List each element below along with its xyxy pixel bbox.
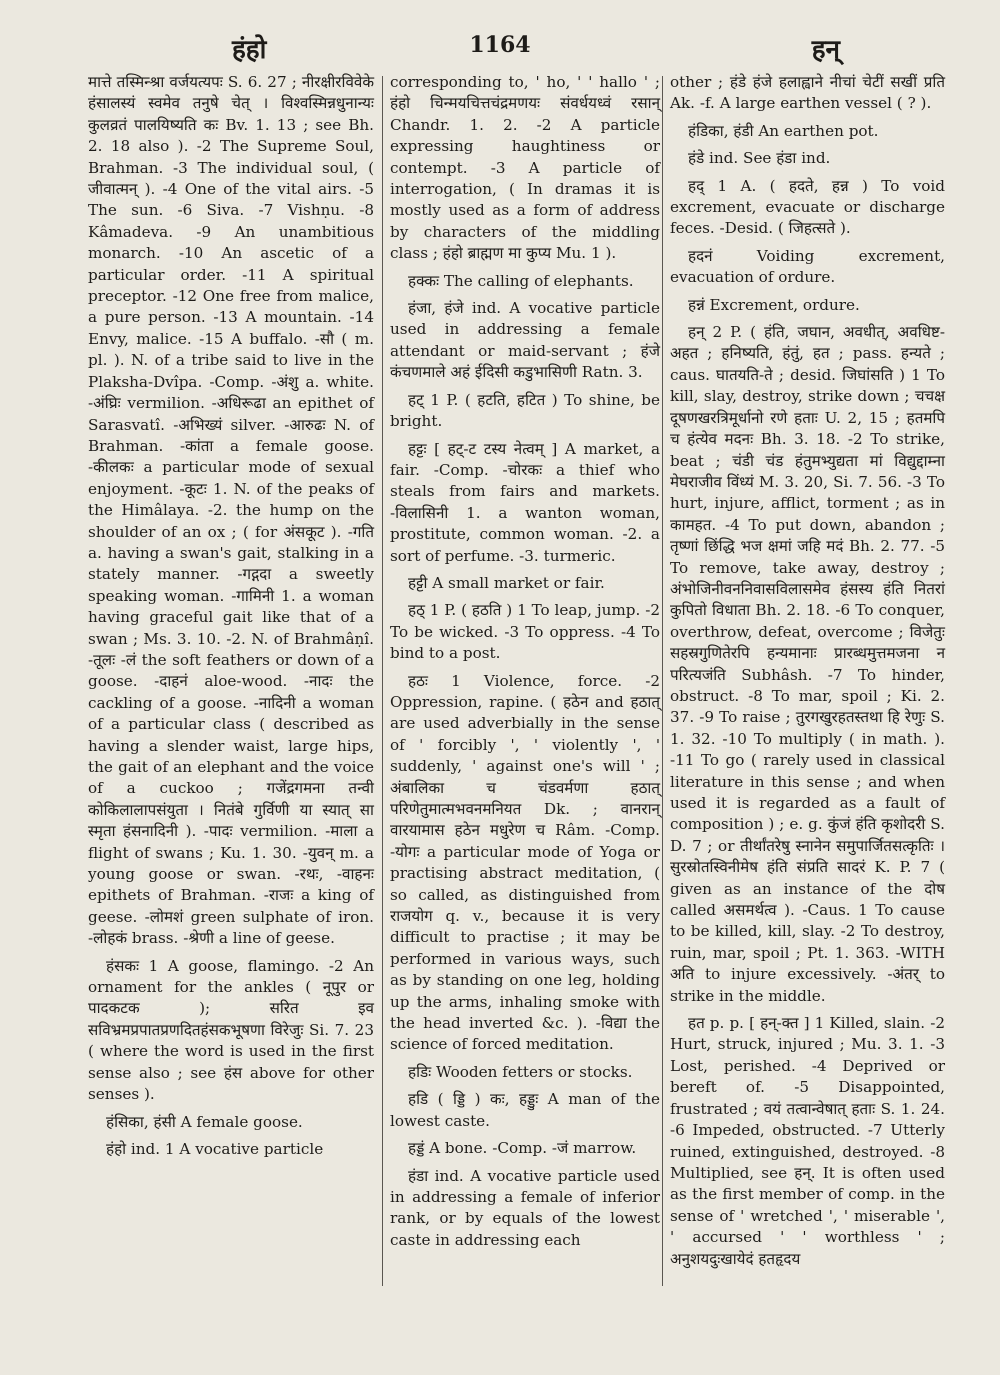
entry-paragraph: हंहो ind. 1 A vocative particle <box>106 1139 324 1158</box>
entry-paragraph: हद् 1 A. ( हदते, हन्न ) To void excrement, evacuate or discharge feces. -Desid. ( जिहत्सते ). <box>670 176 945 238</box>
entry-paragraph: other ; हंडे हंजे हलाह्वाने नीचां चेटीं सखीं प्रति Ak. -f. A large earthen vessel ( ? ). <box>670 73 945 113</box>
entry-paragraph: corresponding to, ' ho, ' ' hallo ' ; हंहो चिन्मयचित्तचंद्रमणयः संवर्धयध्वं रसान् Chandr. 1. 2. -2 A particle expressing haughtiness or contempt. -3 A particle of interrogation, ( In dramas it is mostly used as a form of address by characters of the middling class ; हंहो ब्राह्मण मा कुप्य Mu. 1 ). <box>390 73 660 263</box>
right-guide-word: हन् <box>811 35 840 65</box>
entry-paragraph: हन्नं Excrement, ordure. <box>688 295 860 314</box>
entry-paragraph: हड्डं A bone. -Comp. -जं marrow. <box>408 1139 637 1158</box>
column-1 <box>88 72 374 1166</box>
column-2 <box>390 72 660 1257</box>
column-3 <box>670 72 945 1276</box>
entry-paragraph: हत p. p. [ हन्-क्त ] 1 Killed, slain. -2 Hurt, struck, injured ; Mu. 3. 1. -3 Lost, perished. -4 Deprived or bereft of. -5 Disappointed, frustrated ; वयं तत्वान्वेषात् हताः S. 1. 24. -6 Impeded, obstructed. -7 Utterly ruined, extinguished, destroyed. -8 Multiplied, see हन्. It is often used as the first member of comp. in the sense of ' wretched ', ' miserable ', ' accursed ' ' worthless ' ; अनुशयदुःखायेदं हतहृदय <box>670 1014 945 1268</box>
entry-paragraph: हंसिका, हंसी A female goose. <box>106 1112 303 1131</box>
entry-paragraph: हंडा ind. A vocative particle used in addressing a female of inferior rank, or by equals of the lowest caste in addressing each <box>390 1166 660 1249</box>
entry-paragraph: हंजा, हंजे ind. A vocative particle used in addressing a female attendant or maid-servant ; हंजे कंचणमाले अहं ईदिसी कडुभासिणी Ratn. 3. <box>390 299 660 382</box>
entry-paragraph: हंसकः 1 A goose, flamingo. -2 An ornament for the ankles ( नूपुर or पादकटक ); सरित इव सविभ्रमप्रपातप्रणदितहंसकभूषणा विरेजुः Si. 7. 23 ( where the word is used in the first sense also ; see हंस above for other senses ). <box>88 956 374 1104</box>
entry-paragraph: हठः 1 Violence, force. -2 Oppression, rapine. ( हठेन and हठात् are used adverbially in the sense of ' forcibly ', ' violently ', ' suddenly, ' against one's will ' ; अंबालिका च चंडवर्मणा हठात् परिणेतुमात्मभवनमनियत Dk. ; वानरान् वारयामास हठेन मधुरेण च Râm. -Comp. -योगः a particular mode of Yoga or practising abstract meditation, ( so called, as distinguished from राजयोग q. v., because it is very difficult to practise ; it may be performed in various ways, such as by standing on one leg, holding up the arms, inhaling smoke with the head inverted &c. ). -विद्या the science of forced meditation. <box>390 671 660 1054</box>
entry-paragraph: हडिः Wooden fetters or stocks. <box>408 1062 633 1081</box>
entry-paragraph: हन् 2 P. ( हंति, जघान, अवधीत्, अवधिष्ट-अहत ; हनिष्यति, हंतुं, हत ; pass. हन्यते ; caus. घातयति-ते ; desid. जिघांसति ) 1 To kill, slay, destroy, strike down ; चचक्ष दूषणखरत्रिमूर्धानो रणे हताः U. 2, 15 ; हतमपि च हंत्येव मदनः Bh. 3. 18. -2 To strike, beat ; चंडी चंड हंतुमभ्युद्यता मां विद्युद्दाम्ना मेघराजीव विंध्यं M. 3. 20, Si. 7. 56. -3 To hurt, injure, afflict, torment ; as in कामहत. -4 To put down, abandon ; तृष्णां छिंद्धि भज क्षमां जहि मदं Bh. 2. 77. -5 To remove, take away, destroy ; अंभोजिनीवननिवासविलासमेव हंसस्य हंति नितरां कुपितो विधाता Bh. 2. 18. -6 To conquer, overthrow, defeat, overcome ; विजेतुः सहस्रगुणितेरपि हन्यमानाः प्रारब्धमुत्तमजना न परित्यजंति Subhâsh. -7 To hinder, obstruct. -8 To mar, spoil ; Ki. 2. 37. -9 To raise ; तुरगखुरहतस्तथा हि रेणुः S. 1. 32. -10 To multiply ( in math. ). -11 To go ( rarely used in classical literature in this sense ; and when used it is regarded as a fault of composition ) ; e. g. कुंजं हंति कृशोदरी S. D. 7 ; or तीर्थांतरेषु स्नानेन समुपार्जितसत्कृतिः । सुरस्रोतस्विनीमेष हंति संप्रति सादरं K. P. 7 ( given as an instance of the दोष called असमर्थत्व ). -Caus. 1 To cause to be killed, kill, slay. -2 To destroy, ruin, mar, spoil ; Pt. 1. 363. -WITH अति to injure excessively. -अंतर् to strike in the middle. <box>670 323 945 1005</box>
entry-paragraph: हंडे ind. See हंडा ind. <box>688 149 831 168</box>
left-guide-word: हंहो <box>232 35 267 65</box>
column-divider-left <box>382 76 383 1286</box>
entry-paragraph: हट् 1 P. ( हटति, हटित ) To shine, be bright. <box>390 390 660 431</box>
entry-paragraph: मात्ते तस्मिन्श्रा वर्जयत्यपः S. 6. 27 ; नीरक्षीरविवेके हंसालस्यं स्वमेव तनुषे चेत् । विश्वस्मिन्नधुनान्यः कुलव्रतं पालयिष्यति कः Bv. 1. 13 ; see Bh. 2. 18 also ). -2 The Supreme Soul, Brahman. -3 The individual soul, ( जीवात्मन् ). -4 One of the vital airs. -5 The sun. -6 Siva. -7 Vishṇu. -8 Kâmadeva. -9 An unambitious monarch. -10 An ascetic of a particular order. -11 A spiritual preceptor. -12 One free from malice, a pure person. -13 A mountain. -14 Envy, malice. -15 A buffalo. -सौ ( m. pl. ). N. of a tribe said to live in the Plaksha-Dvîpa. -Comp. -अंशु a. white. -अंघ्रिः vermilion. -अधिरूढा an epithet of Sarasvatî. -अभिख्यं silver. -आरुढः N. of Brahman. -कांता a female goose. -कीलकः a particular mode of sexual enjoyment. -कूटः 1. N. of the peaks of the Himâlaya. -2. the hump on the shoulder of an ox ; ( for अंसकूट ). -गति a. having a swan's gait, stalking in a stately manner. -गद्गदा a sweetly speaking woman. -गामिनी 1. a woman having graceful gait like that of a swan ; Ms. 3. 10. -2. N. of Brahmâṇî. -तूलः -लं the soft feathers or down of a goose. -दाहनं aloe-wood. -नादः the cackling of a goose. -नादिनी a woman of a particular class ( described as having a slender waist, large hips, the gait of an elephant and the voice of a cuckoo ; गजेंद्रगमना तन्वी कोकिलालापसंयुता । नितंबे गुर्विणी या स्यात् सा स्मृता हंसनादिनी ). -पादः vermilion. -माला a flight of swans ; Ku. 1. 30. -युवन् m. a young goose or swan. -रथः, -वाहनः epithets of Brahman. -राजः a king of geese. -लोमशं green sulphate of iron. -लोहकं brass. -श्रेणी a line of geese. <box>88 73 374 948</box>
entry-paragraph: हठ् 1 P. ( हठति ) 1 To leap, jump. -2 To be wicked. -3 To oppress. -4 To bind to a post. <box>390 601 660 663</box>
entry-paragraph: हट्टी A small market or fair. <box>408 573 605 592</box>
entry-paragraph: हदनं Voiding excrement, evacuation of ordure. <box>670 246 945 287</box>
column-divider-right <box>662 76 663 1286</box>
entry-paragraph: हडि ( ड्डि ) कः, हड्डुः A man of the lowest caste. <box>390 1090 660 1130</box>
entry-paragraph: हट्टः [ हट्-ट टस्य नेत्वम् ] A market, a fair. -Comp. -चोरकः a thief who steals from fairs and markets. -विलासिनी 1. a wanton woman, prostitute, common woman. -2. a sort of perfume. -3. turmeric. <box>390 439 660 565</box>
entry-paragraph: हक्कः The calling of elephants. <box>408 271 634 290</box>
page-number: 1164 <box>469 32 531 58</box>
page-header <box>0 24 1000 64</box>
entry-paragraph: हंडिका, हंडी An earthen pot. <box>688 121 879 140</box>
